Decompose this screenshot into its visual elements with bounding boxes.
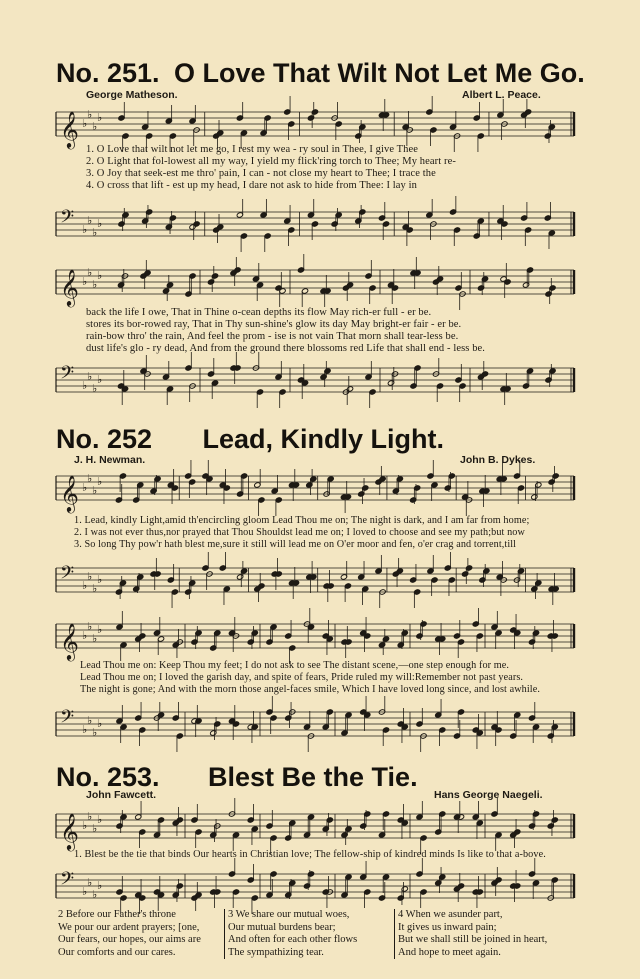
bass-clef-icon: 𝄢 <box>60 707 75 732</box>
lyric-line: Lead Thou me on: Keep Thou my feet; I do not ask to see The distant scene,—one step enough for me. <box>80 660 510 671</box>
lyric-line: dust life's glo - ry dead, And from the ground there blossoms red Life that shall end - less be. <box>86 343 486 354</box>
flat-icon: ♭ <box>82 723 88 736</box>
lyric-line: back the life I owe, That in Thine o-cean depths its flow May rich-er full - er be. <box>86 307 432 318</box>
flat-icon: ♭ <box>87 876 93 889</box>
verse-line: We pour our ardent prayers; [one, <box>58 921 200 933</box>
lyric-line: 1. O Love that wilt not let me go, I rest my wea - ry soul in Thee, I give Thee <box>86 144 419 155</box>
flat-icon: ♭ <box>82 629 88 642</box>
author-credit: John Fawcett. <box>86 789 157 801</box>
flat-icon: ♭ <box>97 373 103 386</box>
treble-clef-icon: 𝄞 <box>60 622 79 660</box>
hymn-251-heading <box>56 58 585 89</box>
flat-icon: ♭ <box>92 582 98 595</box>
lyric-line: 1. Blest be the tie that binds Our hearts in Christian love; The fellow-ship of kindred minds Is like to that a-bove. <box>74 849 546 860</box>
flat-icon: ♭ <box>82 223 88 236</box>
lyric-line: 3. O Joy that seek-est me thro' pain, I can - not close my heart to Thee; I trace the <box>86 168 436 179</box>
verse-line: And hope to meet again. <box>398 946 501 958</box>
bass-clef-icon: 𝄢 <box>60 207 75 232</box>
treble-clef-icon: 𝄞 <box>60 110 79 148</box>
hymn-number: No. 253. <box>56 762 160 792</box>
bass-clef-icon: 𝄢 <box>60 363 75 388</box>
treble-clef-icon: 𝄞 <box>60 474 79 512</box>
lyric-line: 1. Lead, kindly Light,amid th'encircling gloom Lead Thou me on; The night is dark, and I am far from home; <box>74 515 530 526</box>
lyric-line: The night is gone; And with the morn those angel-faces smile, Which I have loved long since, and lost awhile. <box>80 684 540 695</box>
flat-icon: ♭ <box>97 813 103 826</box>
lyric-line: 4. O cross that lift - est up my head, I dare not ask to hide from Thee: I lay in <box>86 180 417 191</box>
author-credit: George Matheson. <box>86 89 178 101</box>
bass-clef-icon: 𝄢 <box>60 869 75 894</box>
treble-clef-icon: 𝄞 <box>60 812 79 850</box>
verse-lyrics <box>80 660 540 696</box>
flat-icon: ♭ <box>92 726 98 739</box>
flat-icon: ♭ <box>92 382 98 395</box>
composer-credit: Albert L. Peace. <box>462 89 541 101</box>
flat-icon: ♭ <box>97 879 103 892</box>
flat-icon: ♭ <box>97 717 103 730</box>
verse-lyrics <box>86 307 485 355</box>
flat-icon: ♭ <box>97 217 103 230</box>
verse-line: 2 Before our Father's throne <box>58 909 176 920</box>
verse-lyrics <box>74 849 546 861</box>
flat-icon: ♭ <box>82 481 88 494</box>
verse-2-block <box>58 909 201 959</box>
flat-icon: ♭ <box>92 888 98 901</box>
music-staff <box>54 204 576 244</box>
lyric-line: rain-bow thro' the rain, And feel the prom - ise is not vain That morn shall tear-less be. <box>86 331 459 342</box>
flat-icon: ♭ <box>97 475 103 488</box>
composer-credit: Hans George Naegeli. <box>434 789 543 801</box>
lyric-line: stores its bor-rowed ray, That in Thy sun-shine's glow its day May bright-er fair - er be. <box>86 319 462 330</box>
flat-icon: ♭ <box>92 822 98 835</box>
column-divider <box>394 909 395 959</box>
column-divider <box>224 909 225 959</box>
flat-icon: ♭ <box>97 269 103 282</box>
music-staff <box>54 616 576 660</box>
verse-line: It gives us inward pain; <box>398 921 497 933</box>
lyric-line: Lead Thou me on; I loved the garish day, and spite of fears, Pride ruled my will:Remember not past years. <box>80 672 524 683</box>
music-staff <box>54 866 576 906</box>
hymn-title: Blest Be the Tie. <box>208 762 418 792</box>
flat-icon: ♭ <box>87 108 93 121</box>
verse-line: 4 When we asunder part, <box>398 909 503 920</box>
verse-lyrics <box>74 515 529 551</box>
hymn-number: No. 252 <box>56 424 153 454</box>
flat-icon: ♭ <box>82 379 88 392</box>
flat-icon: ♭ <box>87 214 93 227</box>
verse-3-block <box>228 909 357 959</box>
verse-line: Our mutual burdens bear; <box>228 921 336 933</box>
flat-icon: ♭ <box>82 885 88 898</box>
treble-clef-icon: 𝄞 <box>60 268 79 306</box>
lyric-line: 2. O Light that fol-lowest all my way, I yield my flick'ring torch to Thee; My heart re- <box>86 156 456 167</box>
flat-icon: ♭ <box>97 573 103 586</box>
verse-line: And often for each other flows <box>228 934 358 945</box>
flat-icon: ♭ <box>87 714 93 727</box>
composer-credit: John B. Dykes. <box>460 454 536 466</box>
music-staff <box>54 560 576 600</box>
flat-icon: ♭ <box>92 226 98 239</box>
hymn-title: O Love That Wilt Not Let Me Go. <box>174 58 585 88</box>
hymn-number: No. 251. <box>56 58 160 88</box>
verse-line: Our comforts and our cares. <box>58 946 176 958</box>
flat-icon: ♭ <box>92 278 98 291</box>
flat-icon: ♭ <box>87 570 93 583</box>
verse-lyrics <box>86 144 456 192</box>
flat-icon: ♭ <box>87 810 93 823</box>
verse-line: But we shall still be joined in heart, <box>398 934 548 945</box>
flat-icon: ♭ <box>87 370 93 383</box>
flat-icon: ♭ <box>97 111 103 124</box>
flat-icon: ♭ <box>97 623 103 636</box>
music-staff <box>54 468 576 512</box>
music-staff <box>54 806 576 850</box>
verse-4-block <box>398 909 547 959</box>
flat-icon: ♭ <box>92 632 98 645</box>
hymn-title: Lead, Kindly Light. <box>202 424 444 454</box>
flat-icon: ♭ <box>87 472 93 485</box>
flat-icon: ♭ <box>92 484 98 497</box>
flat-icon: ♭ <box>87 266 93 279</box>
author-credit: J. H. Newman. <box>74 454 146 466</box>
flat-icon: ♭ <box>82 579 88 592</box>
lyric-line: 3. So long Thy pow'r hath blest me,sure it still will lead me on O'er moor and fen, o'er crag and torrent,till <box>74 539 517 550</box>
music-staff <box>54 360 576 400</box>
verse-line: 3 We share our mutual woes, <box>228 909 350 920</box>
verse-line: The sympathizing tear. <box>228 946 324 958</box>
music-staff <box>54 104 576 148</box>
lyric-line: 2. I was not ever thus,nor prayed that Thou Shouldst lead me on; I loved to choose and see my path;but now <box>74 527 525 538</box>
verse-line: Our fears, our hopes, our aims are <box>58 934 201 945</box>
bass-clef-icon: 𝄢 <box>60 563 75 588</box>
flat-icon: ♭ <box>82 117 88 130</box>
flat-icon: ♭ <box>82 819 88 832</box>
hymn-252-heading <box>56 424 444 455</box>
music-staff <box>54 262 576 306</box>
music-staff <box>54 704 576 744</box>
flat-icon: ♭ <box>87 620 93 633</box>
flat-icon: ♭ <box>92 120 98 133</box>
flat-icon: ♭ <box>82 275 88 288</box>
